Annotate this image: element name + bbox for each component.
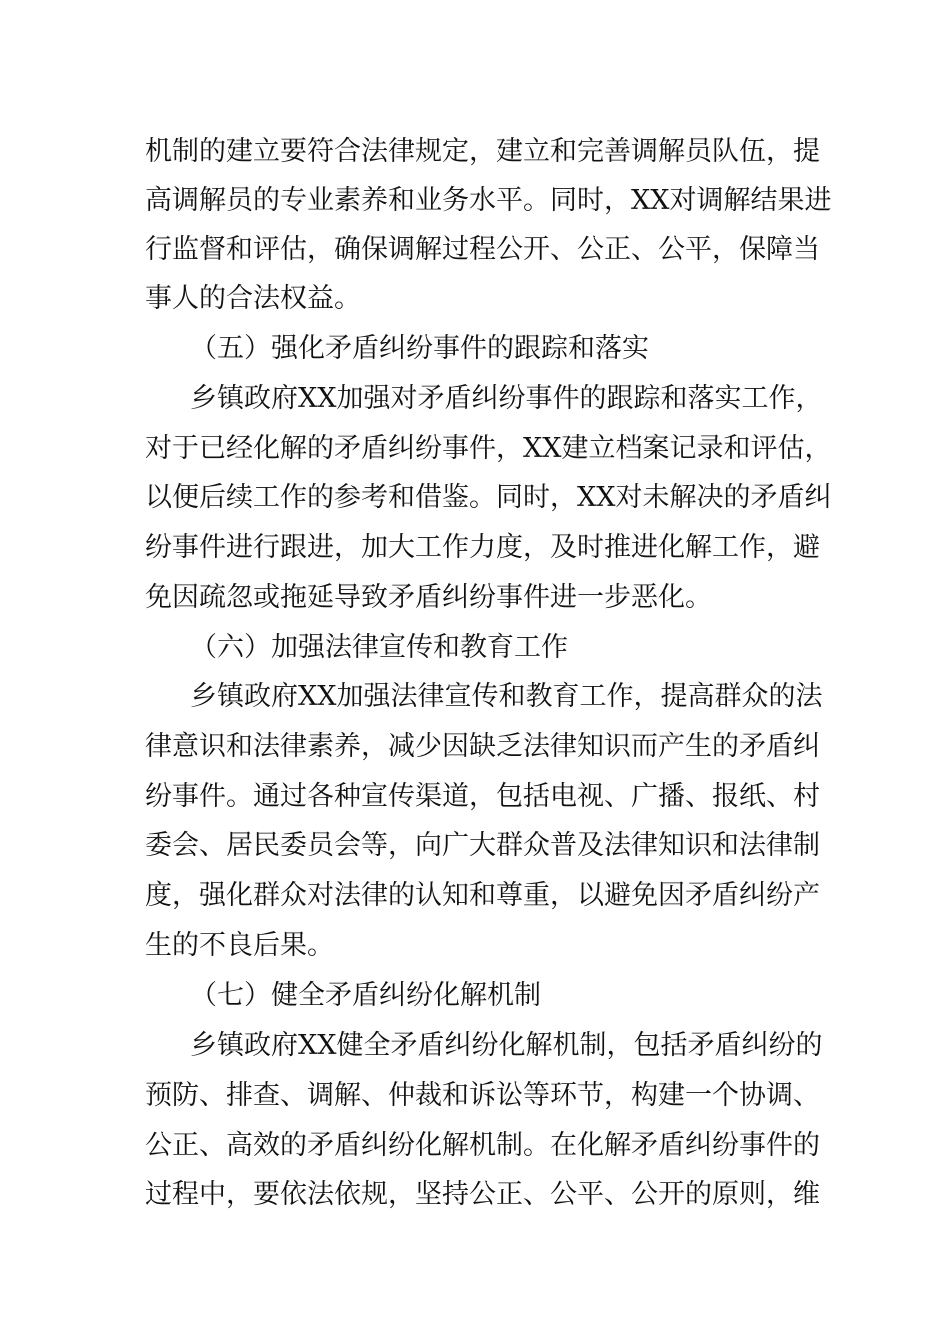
paragraph-line: 纷事件进行跟进，加大工作力度，及时推进化解工作，避 [145,532,820,563]
paragraph-line: 乡镇政府XX健全矛盾纠纷化解机制，包括矛盾纠纷的 [190,1030,823,1061]
paragraph-line: 过程中，要依法依规，坚持公正、公平、公开的原则，维 [145,1179,820,1210]
paragraph-line: 以便后续工作的参考和借鉴。同时，XX对未解决的矛盾纠 [145,482,832,513]
paragraph-line: 委会、居民委员会等，向广大群众普及法律知识和法律制 [145,830,820,861]
paragraph-line: 乡镇政府XX加强法律宣传和教育工作，提高群众的法 [190,681,823,712]
paragraph-line: 高调解员的专业素养和业务水平。同时，XX对调解结果进 [145,185,832,216]
section-heading-7: （七）健全矛盾纠纷化解机制 [190,980,541,1011]
paragraph-line: 事人的合法权益。 [145,283,361,314]
section-heading-6: （六）加强法律宣传和教育工作 [190,632,568,663]
paragraph-line: 生的不良后果。 [145,930,334,961]
paragraph-line: 乡镇政府XX加强对矛盾纠纷事件的跟踪和落实工作， [190,383,823,414]
paragraph-line: 律意识和法律素养，减少因缺乏法律知识而产生的矛盾纠 [145,731,820,762]
paragraph-line: 对于已经化解的矛盾纠纷事件，XX建立档案记录和评估， [145,433,832,464]
paragraph-line: 度，强化群众对法律的认知和尊重，以避免因矛盾纠纷产 [145,880,820,911]
section-heading-5: （五）强化矛盾纠纷事件的跟踪和落实 [190,333,649,364]
paragraph-line: 纷事件。通过各种宣传渠道，包括电视、广播、报纸、村 [145,781,820,812]
paragraph-line: 预防、排查、调解、仲裁和诉讼等环节，构建一个协调、 [145,1080,820,1111]
paragraph-line: 机制的建立要符合法律规定，建立和完善调解员队伍，提 [145,136,820,167]
paragraph-line: 公正、高效的矛盾纠纷化解机制。在化解矛盾纠纷事件的 [145,1130,820,1161]
paragraph-line: 行监督和评估，确保调解过程公开、公正、公平，保障当 [145,234,820,265]
paragraph-line: 免因疏忽或拖延导致矛盾纠纷事件进一步恶化。 [145,582,712,613]
